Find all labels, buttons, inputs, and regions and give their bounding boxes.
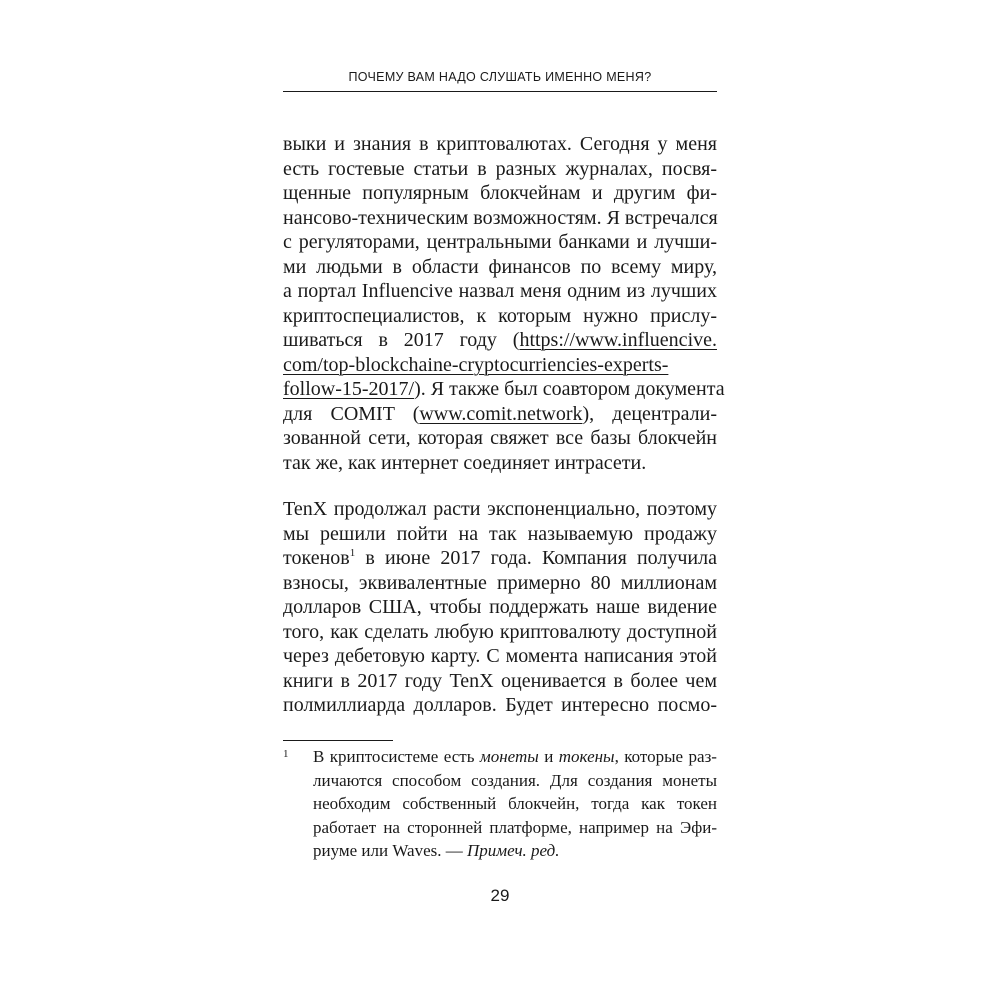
text-line: долларов США, чтобы поддержать наше видение: [283, 596, 717, 618]
text-line: мы решили пойти на так называемую продажу: [283, 522, 717, 545]
text-line: нансово-техническим возможностям. Я встречался: [283, 206, 718, 229]
text-line: книги в 2017 году TenX оценивается в более чем: [283, 669, 717, 692]
text-line: криптоспециалистов, к которым нужно прислу-: [283, 304, 717, 327]
text-fragment: в июне 2017 года. Компания получила: [355, 547, 717, 569]
text-line: того, как сделать любую криптовалюту доступной: [283, 620, 717, 643]
text-line: [283, 402, 717, 427]
text-line: TenX продолжал расти экспоненциально, поэтому: [283, 498, 717, 520]
footnote-line: необходим собственный блокчейн, тогда как токен: [313, 794, 717, 813]
text-line: а портал Influencive назвал меня одним из лучших: [283, 280, 717, 302]
text-fragment: риуме или Waves. —: [313, 841, 467, 860]
text-fragment: ), децентрали-: [582, 402, 717, 425]
text-line: [283, 546, 717, 571]
text-line: щенные популярным блокчейнам и другим фи-: [283, 182, 717, 204]
text-line: через дебетовую карту. С момента написания этой: [283, 645, 717, 667]
text-fragment: шиваться в 2017 году (: [283, 329, 520, 351]
text-line: зованной сети, которая свяжет все базы блокчейн: [283, 427, 717, 449]
text-fragment: и: [538, 747, 559, 766]
header-rule: [283, 91, 717, 92]
emphasis-coins: монеты: [479, 747, 539, 766]
text-line: выки и знания в криптовалютах. Сегодня у меня: [283, 133, 717, 155]
footnote-reference[interactable]: 1: [349, 547, 356, 559]
comit-link[interactable]: www.comit.network: [419, 402, 583, 425]
text-line: взносы, эквивалентные примерно 80 миллионам: [283, 571, 717, 594]
text-line: ми людьми в области финансов по всему миру,: [283, 255, 717, 278]
page-number: 29: [490, 886, 510, 905]
influencive-link[interactable]: https://www.influencive.: [519, 329, 717, 351]
text-fragment: ). Я также был соавтором документа: [414, 378, 725, 400]
footnote-line: личаются способом создания. Для создания монеты: [313, 770, 717, 790]
text-fragment: токенов: [283, 547, 350, 569]
text-line: с регуляторами, центральными банками и лучши-: [283, 231, 717, 253]
footnote-line: [313, 839, 717, 863]
influencive-link-cont[interactable]: com/top-blockchaine-cryptocurriencies-experts-: [283, 353, 669, 376]
text-fragment: В криптосистеме есть: [313, 747, 480, 766]
footnote-body: [313, 745, 717, 863]
text-line: полмиллиарда долларов. Будет интересно посмо-: [283, 694, 717, 716]
footnote-line: [313, 745, 717, 769]
paragraph-1: [283, 132, 725, 475]
emphasis-tokens: токены: [558, 747, 615, 766]
text-line: [283, 328, 717, 353]
text-line: есть гостевые статьи в разных журналах, посвя-: [283, 157, 717, 180]
text-fragment: , которые раз-: [614, 747, 717, 766]
paragraph-2: [283, 497, 717, 718]
footnote: [283, 745, 717, 863]
running-header: ПОЧЕМУ ВАМ НАДО СЛУШАТЬ ИМЕННО МЕНЯ?: [348, 70, 652, 84]
footnote-number: 1: [283, 748, 289, 760]
footnote-rule: [283, 740, 393, 741]
footnote-line: работает на сторонней платформе, например на Эфи-: [313, 817, 717, 837]
editor-note: Примеч. ред.: [467, 841, 560, 860]
text-line: так же, как интернет соединяет интрасети.: [283, 451, 647, 474]
text-line: [283, 353, 717, 378]
text-fragment: для COMIT (: [283, 402, 420, 425]
influencive-link-end[interactable]: follow-15-2017/: [283, 378, 415, 400]
text-line: [283, 377, 725, 402]
